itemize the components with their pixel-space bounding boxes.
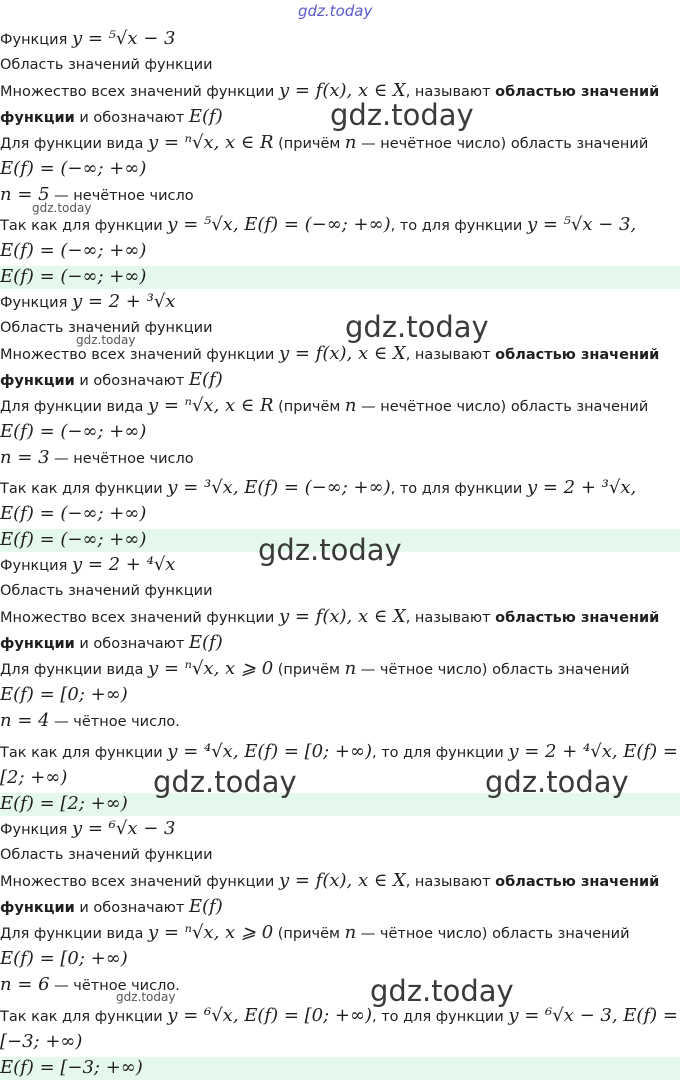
text: — чётное число.: [49, 714, 180, 730]
text: — чётное число.: [49, 978, 180, 994]
formula: y = 2 + ³√x,: [526, 477, 637, 498]
watermark: gdz.today: [485, 765, 629, 799]
text-line: [0, 948, 680, 971]
text-line: [0, 658, 680, 681]
text: — чётное число) область значений: [356, 926, 630, 942]
bold-term: функции: [0, 110, 75, 126]
text: , называют: [405, 874, 496, 890]
text-line: [0, 240, 680, 263]
text-line: [0, 606, 680, 629]
text-line: [0, 922, 680, 945]
text: Для функции вида: [0, 662, 148, 678]
text-line: [0, 1005, 680, 1028]
formula: E(f) = [0; +∞): [0, 684, 128, 705]
text-line: [0, 395, 680, 418]
text: — нечётное число: [49, 188, 194, 204]
text-line: [0, 291, 680, 314]
formula: E(f) = (−∞; +∞): [0, 266, 147, 287]
text-line: [0, 369, 680, 392]
formula: n: [344, 395, 357, 416]
text-line: [0, 184, 680, 207]
text: Функция: [0, 558, 72, 574]
text: Так как для функции: [0, 745, 168, 761]
watermark: gdz.today: [258, 533, 402, 567]
formula: y = ⁶√x − 3, E(f) =: [508, 1005, 678, 1026]
formula: y = ³√x, E(f) = (−∞; +∞): [167, 477, 391, 498]
text: — нечётное число) область значений: [356, 399, 649, 415]
text: (причём: [273, 662, 345, 678]
text-line: [0, 132, 680, 155]
text: , то для функции: [372, 1009, 509, 1025]
formula: E(f) = (−∞; +∞): [0, 240, 147, 261]
text-line: [0, 684, 680, 707]
text: Область значений функции: [0, 847, 213, 863]
formula: E(f) = (−∞; +∞): [0, 503, 147, 524]
text-line: [0, 54, 680, 76]
text: Множество всех значений функции: [0, 84, 279, 100]
text-line: [0, 421, 680, 444]
answer-line: [0, 1057, 680, 1080]
formula: y = ⁵√x, E(f) = (−∞; +∞): [167, 214, 391, 235]
formula: E(f) = (−∞; +∞): [0, 529, 147, 550]
text: Область значений функции: [0, 320, 213, 336]
formula: y = ⁿ√x, x ∈ R: [147, 132, 274, 153]
formula: y = 2 + ⁴√x, E(f) =: [508, 741, 678, 762]
text: — чётное число) область значений: [356, 662, 630, 678]
text: Множество всех значений функции: [0, 874, 279, 890]
text-line: [0, 477, 680, 500]
formula: y = ⁵√x − 3: [71, 28, 176, 49]
text-line: [0, 974, 680, 997]
text: (причём: [273, 399, 345, 415]
watermark-small: gdz.today: [116, 990, 176, 1004]
watermark: gdz.today: [153, 765, 297, 799]
text: и обозначают: [74, 636, 189, 652]
bold-term: областью значений: [495, 610, 660, 626]
text-line: [0, 580, 680, 602]
formula: E(f): [188, 896, 223, 917]
watermark: gdz.today: [345, 310, 489, 344]
bold-term: функции: [0, 373, 75, 389]
text: Для функции вида: [0, 136, 148, 152]
text: и обозначают: [74, 110, 189, 126]
formula: n = 3: [0, 447, 50, 468]
text: Множество всех значений функции: [0, 347, 279, 363]
text: Функция: [0, 32, 72, 48]
text-line: [0, 158, 680, 181]
text-line: [0, 844, 680, 866]
text-line: [0, 447, 680, 470]
formula: y = f(x), x ∈ X: [278, 870, 406, 891]
text: (причём: [273, 136, 345, 152]
formula: y = ⁿ√x, x ⩾ 0: [147, 922, 274, 943]
text: , называют: [405, 347, 496, 363]
bold-term: функции: [0, 900, 75, 916]
text: Функция: [0, 822, 72, 838]
text: Множество всех значений функции: [0, 610, 279, 626]
formula: E(f) = [−3; +∞): [0, 1057, 143, 1078]
formula: E(f) = (−∞; +∞): [0, 158, 147, 179]
formula: [−3; +∞): [0, 1031, 83, 1052]
text-line: [0, 896, 680, 919]
text: , то для функции: [372, 745, 509, 761]
formula: y = ⁿ√x, x ⩾ 0: [147, 658, 274, 679]
text: и обозначают: [74, 900, 189, 916]
formula: y = f(x), x ∈ X: [278, 343, 406, 364]
text-line: [0, 870, 680, 893]
text: Так как для функции: [0, 481, 168, 497]
text-line: [0, 741, 680, 764]
formula: n = 5: [0, 184, 50, 205]
text: Для функции вида: [0, 399, 148, 415]
formula: E(f) = [0; +∞): [0, 948, 128, 969]
text: — нечётное число: [49, 451, 194, 467]
formula: n: [344, 922, 357, 943]
answer-line: [0, 266, 680, 289]
text-line: [0, 632, 680, 655]
formula: y = ⁵√x − 3,: [526, 214, 637, 235]
text: Так как для функции: [0, 218, 168, 234]
bold-term: областью значений: [495, 84, 660, 100]
formula: E(f) = [2; +∞): [0, 793, 128, 814]
formula: y = 2 + ⁴√x: [71, 554, 176, 575]
text: Так как для функции: [0, 1009, 168, 1025]
bold-term: областью значений: [495, 874, 660, 890]
text: Область значений функции: [0, 57, 213, 73]
watermark-small: gdz.today: [32, 201, 92, 215]
text: , то для функции: [390, 218, 527, 234]
text-line: [0, 503, 680, 526]
text-line: [0, 1031, 680, 1054]
formula: n = 4: [0, 710, 50, 731]
formula: n: [344, 658, 357, 679]
formula: y = f(x), x ∈ X: [278, 80, 406, 101]
text: , то для функции: [390, 481, 527, 497]
watermark: gdz.today: [370, 974, 514, 1008]
formula: n: [344, 132, 357, 153]
watermark-small: gdz.today: [76, 333, 136, 347]
formula: E(f) = (−∞; +∞): [0, 421, 147, 442]
formula: y = ⁶√x, E(f) = [0; +∞): [167, 1005, 373, 1026]
formula: y = ⁶√x − 3: [71, 818, 176, 839]
watermark: gdz.today: [330, 98, 474, 132]
bold-term: областью значений: [495, 347, 660, 363]
text: Функция: [0, 295, 72, 311]
watermark-top: gdz.today: [298, 2, 373, 20]
formula: E(f): [188, 369, 223, 390]
text-line: [0, 28, 680, 51]
formula: y = f(x), x ∈ X: [278, 606, 406, 627]
formula: [2; +∞): [0, 767, 68, 788]
text: и обозначают: [74, 373, 189, 389]
formula: y = 2 + ³√x: [71, 291, 176, 312]
text-line: [0, 818, 680, 841]
text: Область значений функции: [0, 583, 213, 599]
text: Для функции вида: [0, 926, 148, 942]
text: — нечётное число) область значений: [356, 136, 649, 152]
formula: E(f): [188, 632, 223, 653]
text: , называют: [405, 610, 496, 626]
bold-term: функции: [0, 636, 75, 652]
formula: E(f): [188, 106, 223, 127]
formula: y = ⁴√x, E(f) = [0; +∞): [167, 741, 373, 762]
text: (причём: [273, 926, 345, 942]
text-line: [0, 214, 680, 237]
text: , называют: [405, 84, 496, 100]
formula: n = 6: [0, 974, 50, 995]
formula: y = ⁿ√x, x ∈ R: [147, 395, 274, 416]
text-line: [0, 710, 680, 733]
